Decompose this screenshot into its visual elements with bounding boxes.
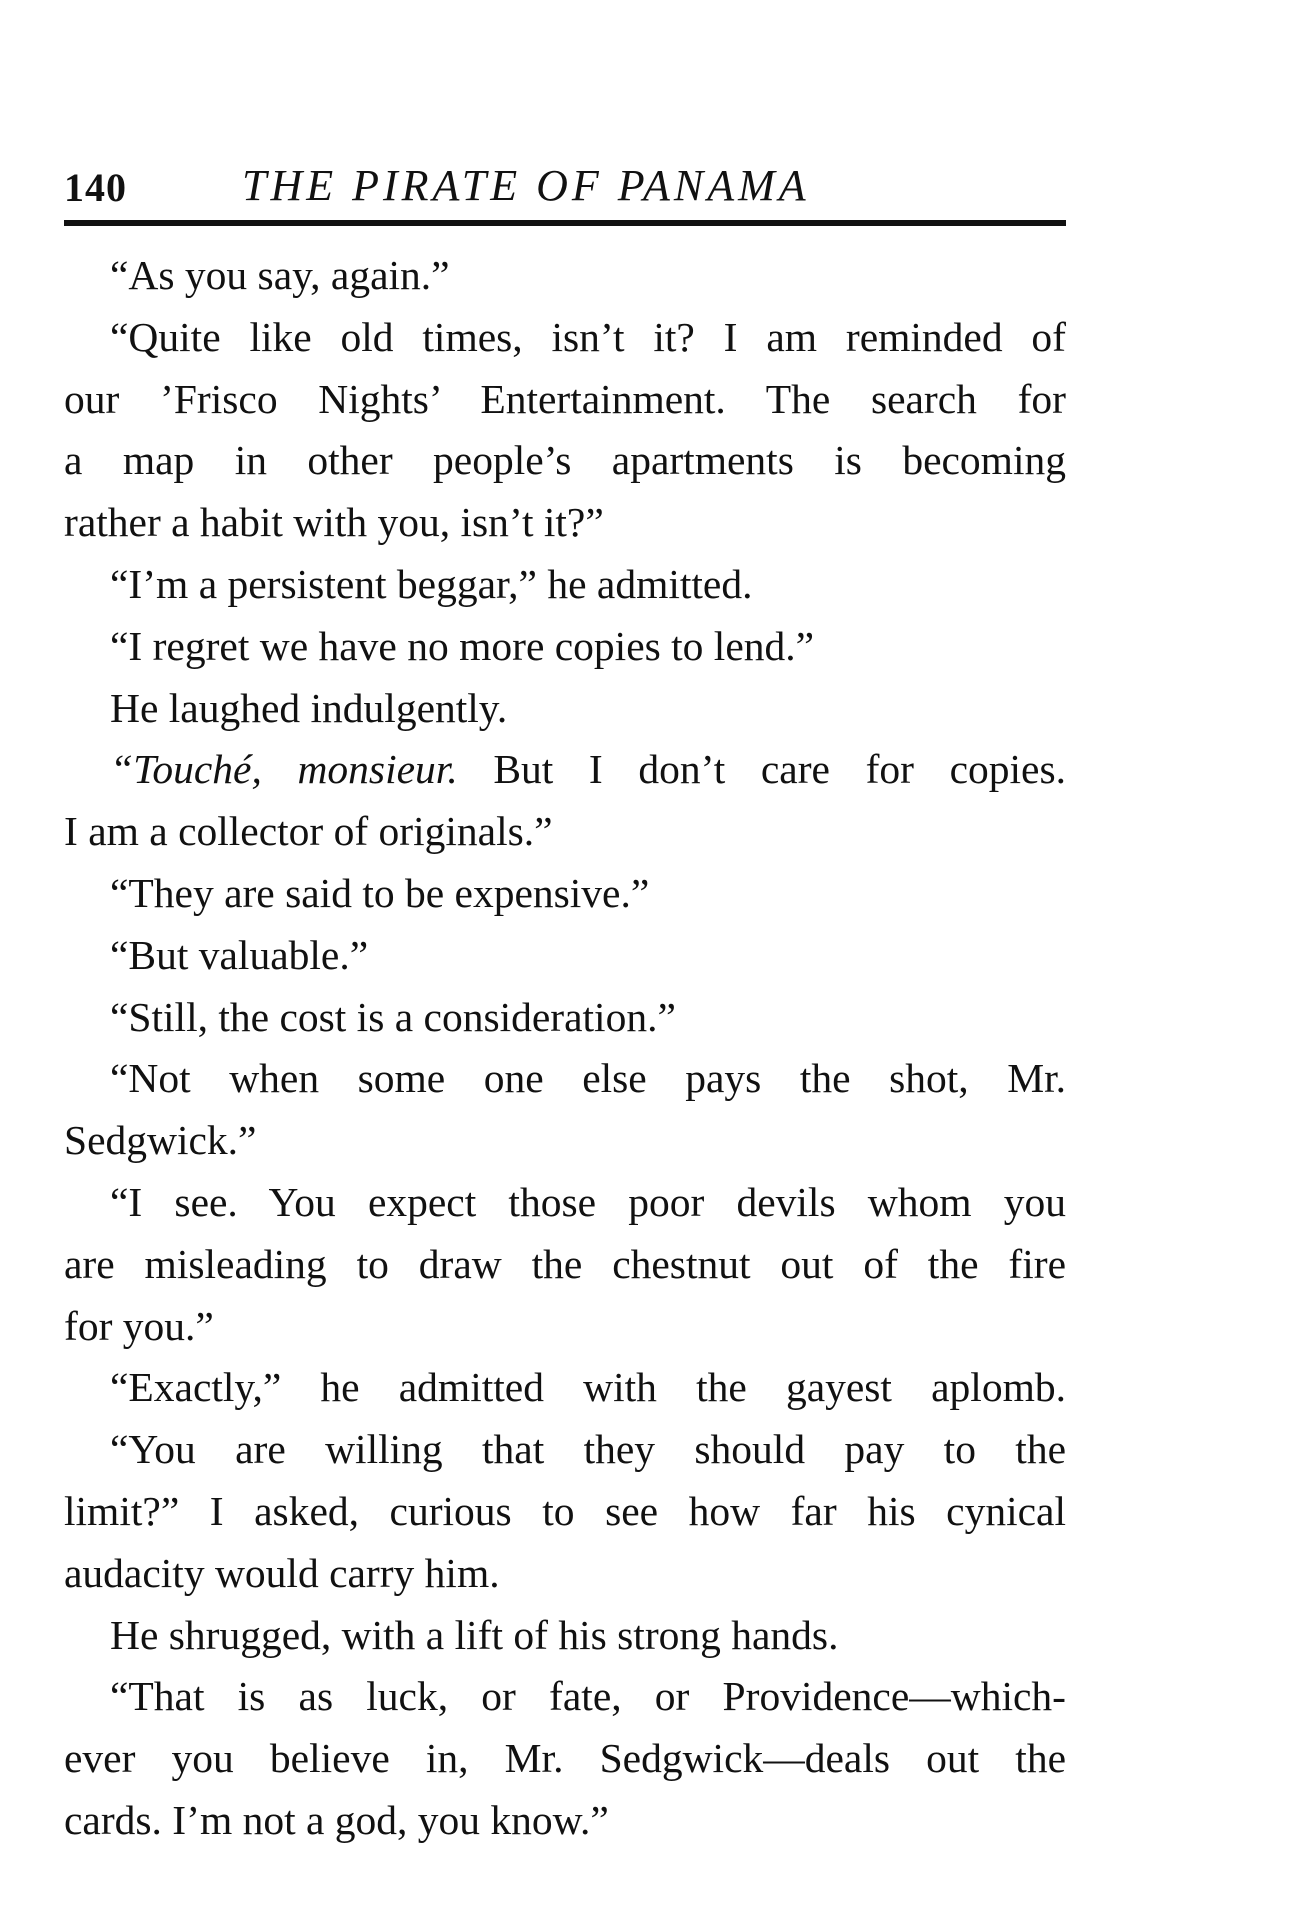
text-line: “Not when some one else pays the shot, Mr. bbox=[110, 1055, 1066, 1102]
running-title: THE PIRATE OF PANAMA bbox=[242, 161, 810, 210]
text-line: He shrugged, with a lift of his strong hands. bbox=[110, 1611, 839, 1658]
text-line: “You are willing that they should pay to the bbox=[110, 1426, 1066, 1473]
text-line-remainder: But I don’t care for copies. bbox=[457, 746, 1066, 793]
text-line bbox=[64, 739, 1066, 801]
text-line: “Quite like old times, isn’t it? I am reminded of bbox=[110, 313, 1066, 360]
text-line: are misleading to draw the chestnut out of the fire bbox=[64, 1240, 1066, 1287]
book-page bbox=[64, 150, 1066, 1843]
text-line: cards. I’m not a god, you know.” bbox=[64, 1796, 609, 1843]
text-line: “I see. You expect those poor devils whom you bbox=[110, 1178, 1066, 1225]
text-line: limit?” I asked, curious to see how far his cynical bbox=[64, 1487, 1066, 1534]
text-line: for you.” bbox=[64, 1302, 214, 1349]
text-line: “I’m a persistent beggar,” he admitted. bbox=[110, 560, 753, 607]
page-header bbox=[64, 150, 1066, 212]
text-line: “They are said to be expensive.” bbox=[110, 869, 650, 916]
text-line: “I regret we have no more copies to lend.” bbox=[110, 622, 815, 669]
text-line: Sedgwick.” bbox=[64, 1117, 257, 1164]
text-line: “That is as luck, or fate, or Providence—which- bbox=[110, 1673, 1066, 1720]
text-line: ever you believe in, Mr. Sedgwick—deals out the bbox=[64, 1735, 1066, 1782]
text-line: audacity would carry him. bbox=[64, 1549, 500, 1596]
text-line: our ’Frisco Nights’ Entertainment. The search for bbox=[64, 375, 1066, 422]
text-line: “But valuable.” bbox=[110, 931, 369, 978]
text-line: “Still, the cost is a consideration.” bbox=[110, 993, 676, 1040]
italic-phrase: “Touché, monsieur. bbox=[110, 746, 458, 793]
text-line: I am a collector of originals.” bbox=[64, 808, 553, 855]
text-line: “As you say, again.” bbox=[110, 252, 450, 298]
text-line: rather a habit with you, isn’t it?” bbox=[64, 499, 604, 546]
page-number: 140 bbox=[64, 165, 127, 210]
body-text bbox=[64, 245, 1066, 1852]
header-rule bbox=[64, 220, 1066, 226]
text-line: a map in other people’s apartments is becoming bbox=[64, 437, 1066, 484]
text-line: “Exactly,” he admitted with the gayest aplomb. bbox=[110, 1364, 1066, 1411]
text-line: He laughed indulgently. bbox=[110, 684, 508, 731]
